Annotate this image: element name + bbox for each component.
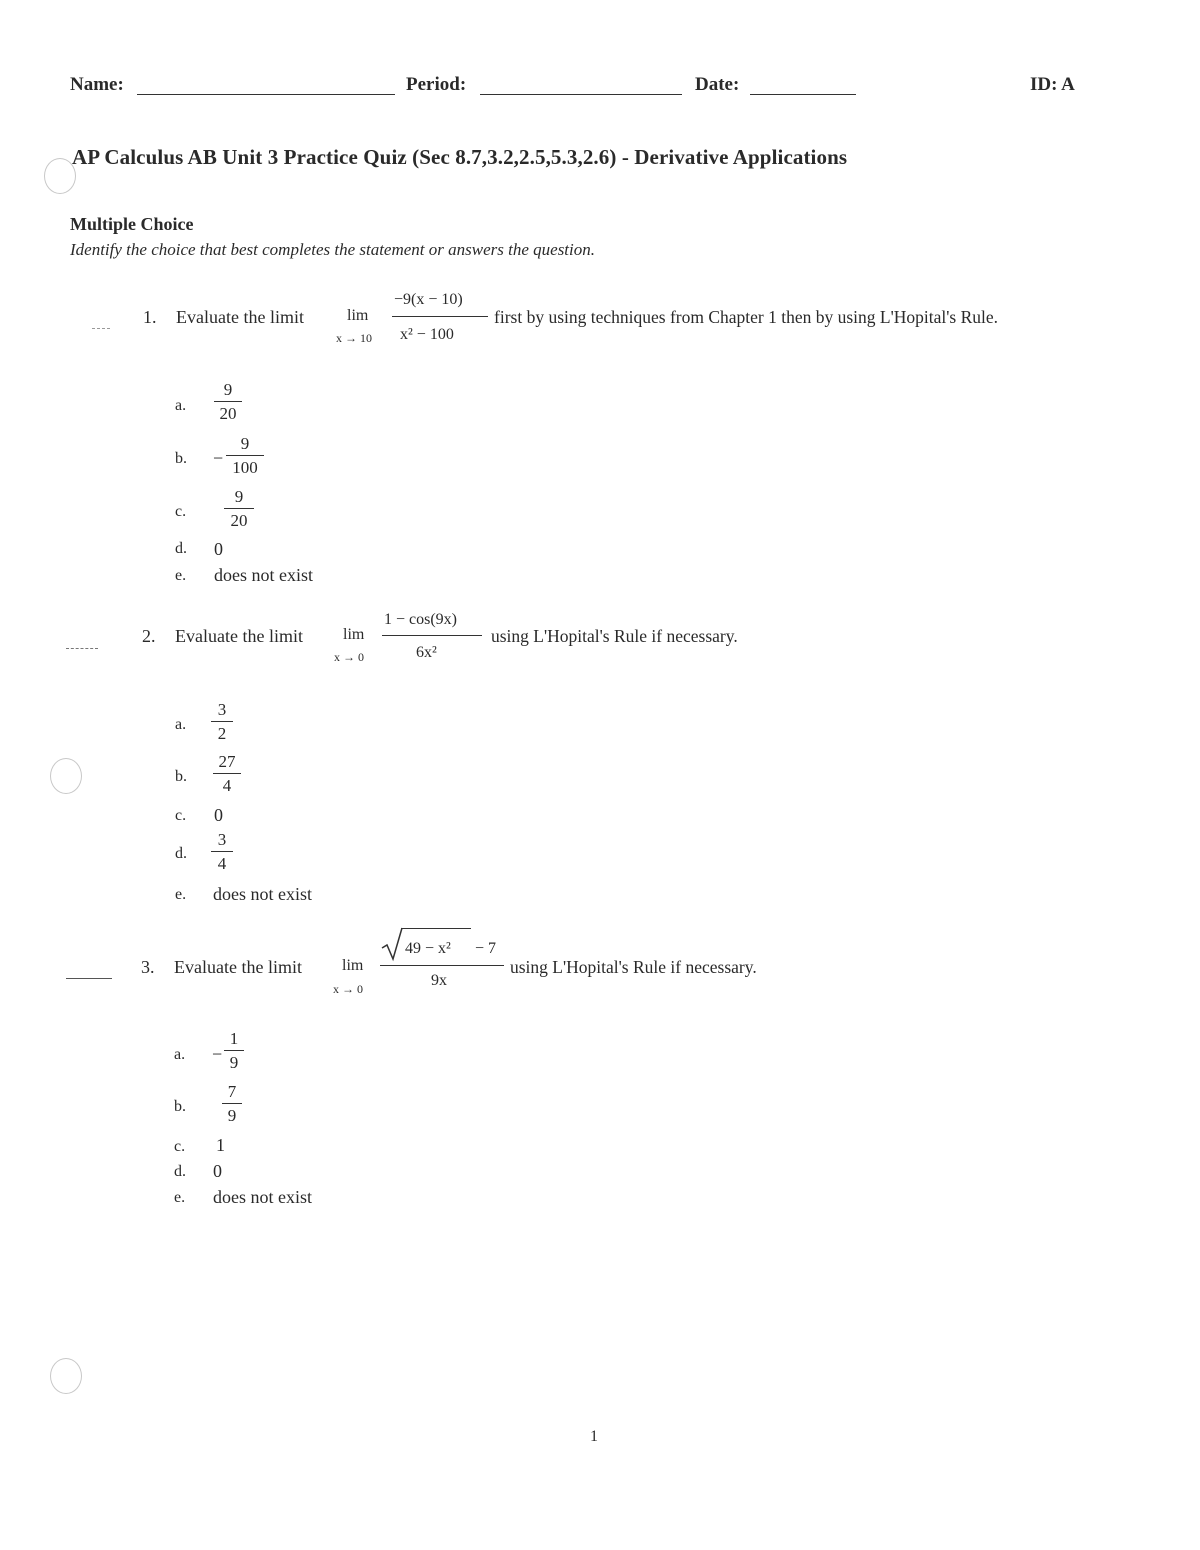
- option-text: 0: [214, 805, 223, 825]
- fraction-numerator: 9: [234, 487, 244, 506]
- fraction-denominator: 4: [222, 776, 232, 795]
- fraction-bar: [224, 508, 254, 509]
- sqrt-symbol: [380, 926, 404, 962]
- question-suffix: using L'Hopital's Rule if necessary.: [491, 626, 738, 646]
- period-label: Period:: [406, 74, 467, 95]
- option-letter: b.: [174, 1098, 186, 1115]
- limit-denominator: 6x²: [416, 644, 437, 661]
- fraction-bar: [211, 721, 233, 722]
- fraction-bar: [222, 1103, 242, 1104]
- fraction-denominator: 9: [229, 1053, 239, 1072]
- name-blank[interactable]: [137, 94, 395, 95]
- answer-blank-3[interactable]: [66, 978, 112, 979]
- binder-hole-middle: [50, 758, 82, 794]
- option-text: does not exist: [213, 884, 312, 904]
- option-text: 1: [216, 1135, 225, 1155]
- fraction-bar: [226, 455, 264, 456]
- fraction-denominator: 20: [219, 404, 237, 423]
- option-letter: c.: [175, 503, 187, 520]
- fraction-numerator: 9: [240, 434, 250, 453]
- limit-subscript: x → 0: [334, 650, 364, 664]
- fraction-bar: [211, 851, 233, 852]
- question-suffix: using L'Hopital's Rule if necessary.: [510, 957, 757, 977]
- limit-subscript: x → 0: [333, 982, 363, 996]
- limit-numerator: −9(x − 10): [394, 291, 463, 308]
- limit-subscript: x → 10: [336, 331, 372, 345]
- limit-operator: lim: [343, 626, 365, 643]
- option-fraction: [213, 753, 241, 794]
- limit-numerator: 1 − cos(9x): [384, 611, 458, 628]
- fraction-numerator: 9: [223, 380, 233, 399]
- option-text: 0: [213, 1161, 222, 1181]
- option-fraction: [224, 488, 254, 529]
- option-letter: e.: [175, 567, 187, 584]
- date-label: Date:: [695, 74, 740, 95]
- option-letter: d.: [174, 1163, 186, 1180]
- option-fraction: [211, 831, 233, 872]
- fraction-bar: [382, 635, 482, 636]
- option-letter: e.: [175, 886, 187, 903]
- question-suffix: first by using techniques from Chapter 1 then by using L'Hopital's Rule.: [494, 307, 999, 327]
- question-prompt: Evaluate the limit: [174, 957, 302, 977]
- option-letter: a.: [175, 716, 187, 733]
- sqrt-vinculum: [401, 928, 471, 929]
- limit-numerator-radicand: 49 − x²: [405, 940, 451, 957]
- date-blank[interactable]: [750, 94, 856, 95]
- option-text: does not exist: [214, 565, 313, 585]
- option-sign: −: [213, 448, 224, 468]
- limit-operator: lim: [342, 957, 364, 974]
- option-letter: a.: [174, 1046, 186, 1063]
- fraction-denominator: 100: [232, 458, 258, 477]
- option-text: 0: [214, 539, 223, 559]
- fraction-denominator: 2: [217, 724, 227, 743]
- name-label: Name:: [70, 74, 124, 95]
- option-fraction: [211, 701, 233, 742]
- option-letter: d.: [175, 845, 187, 862]
- fraction-numerator: 3: [217, 830, 227, 849]
- option-text: does not exist: [213, 1187, 312, 1207]
- option-fraction: [224, 1030, 244, 1071]
- quiz-title: AP Calculus AB Unit 3 Practice Quiz (Sec 8.7,3.2,2.5,5.3,2.6) - Derivative Applications: [72, 145, 848, 169]
- limit-numerator-tail: − 7: [475, 940, 497, 957]
- fraction-numerator: 7: [227, 1082, 237, 1101]
- option-letter: e.: [174, 1189, 186, 1206]
- answer-blank-1[interactable]: [92, 328, 110, 329]
- question-prompt: Evaluate the limit: [175, 626, 303, 646]
- option-letter: c.: [175, 807, 187, 824]
- option-letter: a.: [175, 397, 187, 414]
- question-number: 3.: [141, 957, 155, 977]
- section-heading: Multiple Choice: [70, 214, 194, 234]
- fraction-denominator: 4: [217, 854, 227, 873]
- fraction-denominator: 9: [227, 1106, 237, 1125]
- binder-hole-bottom: [50, 1358, 82, 1394]
- question-prompt: Evaluate the limit: [176, 307, 304, 327]
- option-fraction: [214, 381, 242, 422]
- answer-blank-2[interactable]: [66, 648, 98, 649]
- fraction-numerator: 1: [229, 1029, 239, 1048]
- option-fraction: [226, 435, 264, 476]
- option-letter: c.: [174, 1138, 186, 1155]
- option-fraction: [222, 1083, 242, 1124]
- question-number: 1.: [143, 307, 157, 327]
- fraction-bar: [380, 965, 504, 966]
- fraction-numerator: 27: [218, 752, 236, 771]
- option-letter: d.: [175, 540, 187, 557]
- fraction-bar: [213, 773, 241, 774]
- option-sign: −: [212, 1044, 223, 1064]
- option-letter: b.: [175, 768, 187, 785]
- option-letter: b.: [175, 450, 187, 467]
- limit-denominator: 9x: [431, 972, 447, 989]
- question-number: 2.: [142, 626, 156, 646]
- id-label: ID: A: [1030, 74, 1075, 95]
- fraction-bar: [224, 1050, 244, 1051]
- limit-denominator: x² − 100: [400, 326, 454, 343]
- fraction-bar: [214, 401, 242, 402]
- fraction-numerator: 3: [217, 700, 227, 719]
- section-instructions: Identify the choice that best completes the statement or answers the question.: [70, 240, 595, 259]
- limit-operator: lim: [347, 307, 369, 324]
- fraction-bar: [392, 316, 488, 317]
- fraction-denominator: 20: [230, 511, 248, 530]
- page-number: 1: [590, 1428, 598, 1445]
- period-blank[interactable]: [480, 94, 682, 95]
